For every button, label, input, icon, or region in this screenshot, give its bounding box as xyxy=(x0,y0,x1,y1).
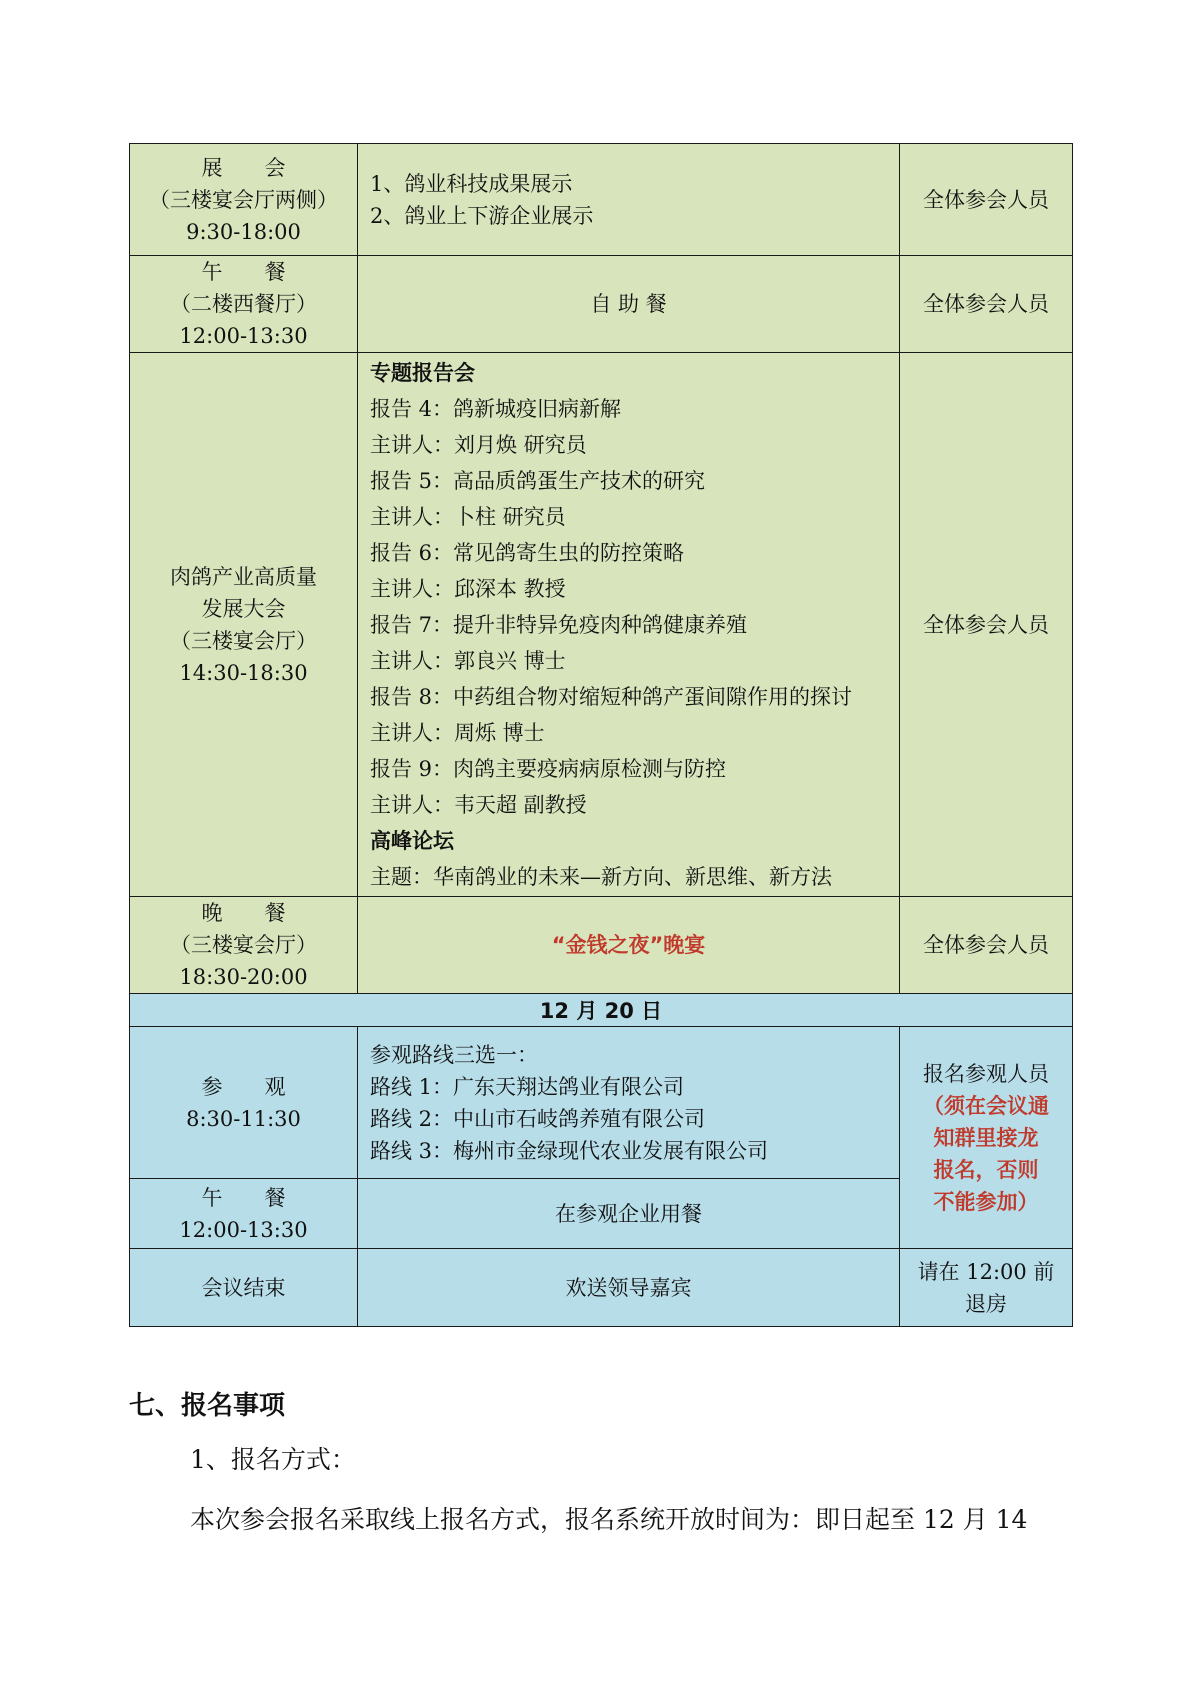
content-line: 2、鸽业上下游企业展示 xyxy=(370,203,594,228)
content-line: 路线 3：梅州市金绿现代农业发展有限公司 xyxy=(370,1138,769,1163)
content-line: 报告 8：中药组合物对缩短种鸽产蛋间隙作用的探讨 xyxy=(370,684,853,709)
event-location: （三楼宴会厅两侧） xyxy=(149,187,338,212)
event-time: 18:30-20:00 xyxy=(179,965,308,989)
table-row xyxy=(130,1027,1073,1179)
event-time: 12:00-13:30 xyxy=(179,324,308,348)
event-time: 14:30-18:30 xyxy=(179,660,308,685)
table-row xyxy=(130,144,1073,256)
event-location: （二楼西餐厅） xyxy=(170,292,317,316)
schedule-table xyxy=(129,143,1073,1327)
content-heading: 专题报告会 xyxy=(370,360,475,385)
event-name: 午 餐 xyxy=(201,260,286,284)
participants-cell: 全体参会人员 xyxy=(900,256,1073,353)
event-time: 12:00-13:30 xyxy=(179,1217,308,1242)
event-location: （三楼宴会厅） xyxy=(170,933,317,957)
content-line: 主题：华南鸽业的未来—新方向、新思维、新方法 xyxy=(370,864,832,889)
section-title: 七、报名事项 xyxy=(129,1391,286,1421)
section-paragraph: 本次参会报名采取线上报名方式，报名系统开放时间为：即日起至 12 月 14 xyxy=(190,1505,1028,1534)
content-cell: 在参观企业用餐 xyxy=(358,1179,900,1249)
content-heading: 高峰论坛 xyxy=(370,828,454,853)
event-time: 8:30-11:30 xyxy=(186,1106,301,1131)
participants-note: （须在会议通 xyxy=(923,1093,1049,1118)
time-cell: 会议结束 xyxy=(130,1249,358,1327)
time-cell xyxy=(130,1179,358,1249)
participants-cell: 全体参会人员 xyxy=(900,897,1073,994)
content-line: 主讲人：刘月焕 研究员 xyxy=(370,432,587,457)
event-name: 参 观 xyxy=(201,1074,286,1099)
content-line: 报告 7：提升非特异免疫肉种鸽健康养殖 xyxy=(370,612,748,637)
content-cell: 自 助 餐 xyxy=(358,256,900,353)
table-row xyxy=(130,256,1073,353)
participants-note: 不能参加） xyxy=(933,1189,1039,1214)
content-line: 主讲人：周烁 博士 xyxy=(370,720,545,745)
date-header: 12 月 20 日 xyxy=(130,994,1073,1027)
time-cell xyxy=(130,256,358,353)
content-line: 报告 5：高品质鸽蛋生产技术的研究 xyxy=(370,468,706,493)
participants-label: 报名参观人员 xyxy=(923,1061,1049,1086)
participants-cell xyxy=(900,1027,1073,1249)
content-cell xyxy=(358,144,900,256)
content-cell: “金钱之夜”晚宴 xyxy=(358,897,900,994)
participants-cell xyxy=(900,1249,1073,1327)
content-line: 路线 1：广东天翔达鸽业有限公司 xyxy=(370,1074,685,1099)
content-line: 报告 9：肉鸽主要疫病病原检测与防控 xyxy=(370,756,727,781)
content-line: 主讲人：邱深本 教授 xyxy=(370,576,566,601)
date-row xyxy=(130,994,1073,1027)
time-cell xyxy=(130,1027,358,1179)
table-row xyxy=(130,1249,1073,1327)
content-cell xyxy=(358,1027,900,1179)
table-row xyxy=(130,897,1073,994)
time-cell xyxy=(130,897,358,994)
checkout-note: 请在 12:00 前 xyxy=(917,1259,1055,1284)
event-name: 午 餐 xyxy=(201,1185,286,1210)
content-line: 主讲人：郭良兴 博士 xyxy=(370,648,566,673)
event-time: 9:30-18:00 xyxy=(186,219,301,244)
content-line: 报告 4：鸽新城疫旧病新解 xyxy=(370,396,622,421)
participants-note: 报名，否则 xyxy=(933,1157,1039,1182)
content-cell xyxy=(358,353,900,897)
participants-note: 知群里接龙 xyxy=(933,1125,1039,1150)
content-line: 报告 6：常见鸽寄生虫的防控策略 xyxy=(370,540,685,565)
event-location: （三楼宴会厅） xyxy=(170,628,317,653)
time-cell xyxy=(130,144,358,256)
content-cell: 欢送领导嘉宾 xyxy=(358,1249,900,1327)
event-name: 发展大会 xyxy=(201,596,286,621)
content-line: 路线 2：中山市石岐鸽养殖有限公司 xyxy=(370,1106,706,1131)
section-item: 1、报名方式： xyxy=(190,1445,356,1474)
checkout-note: 退房 xyxy=(965,1291,1007,1316)
content-line: 主讲人：韦天超 副教授 xyxy=(370,792,587,817)
table-row xyxy=(130,353,1073,897)
participants-cell: 全体参会人员 xyxy=(900,144,1073,256)
event-name: 肉鸽产业高质量 xyxy=(170,564,317,589)
event-name: 展 会 xyxy=(201,155,286,180)
content-line: 参观路线三选一： xyxy=(370,1042,538,1067)
participants-cell: 全体参会人员 xyxy=(900,353,1073,897)
content-line: 1、鸽业科技成果展示 xyxy=(370,171,573,196)
event-name: 晚 餐 xyxy=(201,901,286,925)
content-line: 主讲人：卜柱 研究员 xyxy=(370,504,566,529)
time-cell xyxy=(130,353,358,897)
